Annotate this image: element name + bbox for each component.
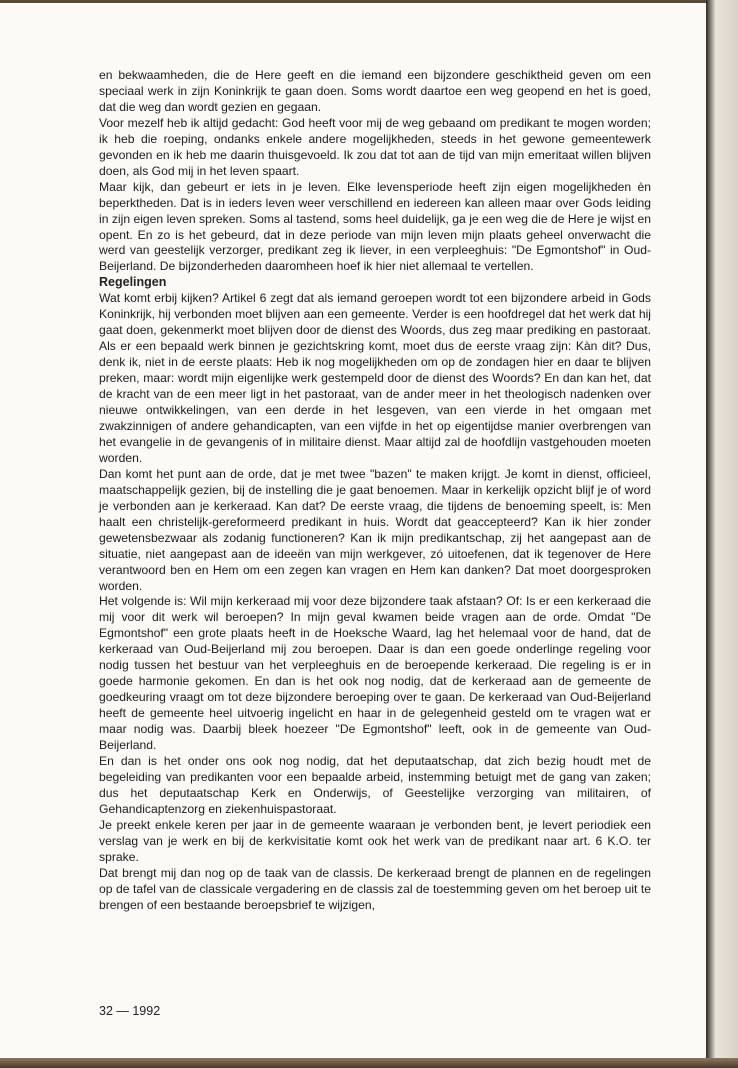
paragraph: Je preekt enkele keren per jaar in de gemeente waaraan je verbonden bent, je levert periodiek een verslag van je werk en bij de kerkvisitatie komt ook het werk van de predikant naar art. 6 K.O. ter sprake. (99, 817, 651, 864)
paragraph: Wat komt erbij kijken? Artikel 6 zegt dat als iemand geroepen wordt tot een bijzondere arbeid in Gods Koninkrijk, hij verbonden moet blijven aan een gemeente. Verder is een hoofdregel dat het werk dat hij gaat doen, gekenmerkt moet blijven door de dienst des Woords, dus zeg maar prediking en pastoraat. Als er een bepaald werk binnen je gezichtskring komt, moet dus de eerste vraag zijn: Kàn dit? Dus, denk ik, niet in de eerste plaats: Heb ik nog mogelijkheden om op de zondagen hier en daar te blijven preken, maar: wordt mijn eigenlijke werk gestempeld door de dienst des Woords? En dan kan het, dat de kracht van de een meer ligt in het pastoraat, van de ander meer in het theologisch nadenken over nieuwe ontwikkelingen, van een derde in het lesgeven, van een vierde in het omgaan met zwakzinnigen of andere gehandicapten, van een vijfde in het op eigentijdse manier overbrengen van het evangelie in de gevangenis of in militaire dienst. Maar altijd zal de hoofdlijn vastgehouden moeten worden. (99, 291, 651, 465)
paragraph: Het volgende is: Wil mijn kerkeraad mij voor deze bijzondere taak afstaan? Of: Is er een kerkeraad die mij voor dit werk wil beroepen? In mijn geval kwamen beide vragen aan de orde. Omdat "De Egmontshof" een grote plaats heeft in de Hoeksche Waard, lag het helemaal voor de hand, dat de kerkeraad van Oud-Beijerland mij zou beroepen. Daar is dan een goede onderlinge regeling voor nodig tussen het bestuur van het verpleeghuis en de beroepende kerkeraad. Die regeling is er in goede harmonie gekomen. En dan is het ook nog nodig, dat de kerkeraad aan de gemeente de goedkeuring vraagt om tot deze bijzondere beroeping over te gaan. De kerkeraad van Oud-Beijerland heeft de gemeente heel uitvoerig ingelicht en haar in de gelegenheid gesteld om te vragen wat er maar nodig was. Daarbij bleek hoezeer "De Egmontshof" leeft, ook in de gemeente van Oud-Beijerland. (99, 594, 651, 753)
paragraph: Dan komt het punt aan de orde, dat je met twee "bazen" te maken krijgt. Je komt in dienst, officieel, maatschappelijk gezien, bij de instelling die je gaat benoemen. Maar in kerkelijk opzicht blijf je of word je verbonden aan je kerkeraad. Kan dat? De eerste vraag, die tijdens de benoeming speelt, is: Men haalt een christelijk-gereformeerd predikant in huis. Wordt dat geaccepteerd? Kan ik hier zonder gewetensbezwaar als zodanig functioneren? Kan ik mijn predikantschap, zij het aangepast aan de situatie, niet aangepast aan de ideeën van mijn werkgever, zó uitoefenen, dat ik tegenover de Here verantwoord ben en Hem om een zegen kan vragen en Hem kan danken? Dat moet doorgesproken worden. (99, 466, 651, 593)
page-bottom-edge (0, 1058, 738, 1068)
page-footer: 32 — 1992 (99, 1004, 161, 1018)
paragraph: Dat brengt mij dan nog op de taak van de classis. De kerkeraad brengt de plannen en de regelingen op de tafel van de classicale vergadering en de classis zal de toestemming geven om het beroep uit te brengen of een bestaande beroepsbrief te wijzigen, (99, 865, 651, 912)
article-body (99, 68, 651, 914)
paragraph: Voor mezelf heb ik altijd gedacht: God heeft voor mij de weg gebaand om predikant te mogen worden; ik heb die roeping, ondanks enkele andere mogelijkheden, steeds in het gewone gemeentewerk gevonden en ik heb me daarin thuisgevoeld. Ik zou dat tot aan de tijd van mijn emeritaat willen blijven doen, als God mij in het leven spaart. (99, 115, 651, 178)
paragraph: en bekwaamheden, die de Here geeft en die iemand een bijzondere geschiktheid geven om een speciaal werk in zijn Koninkrijk te gaan doen. Soms wordt daartoe een weg geopend en het is goed, dat die weg dan wordt gezien en gegaan. (99, 68, 651, 114)
paragraph: Maar kijk, dan gebeurt er iets in je leven. Elke levensperiode heeft zijn eigen mogelijkheden èn beperktheden. Dat is in ieders leven weer verschillend en iedereen kan alleen maar over Gods leiding in zijn eigen leven spreken. Soms al tastend, soms heel duidelijk, ga je een weg die de Here je wijst en opent. En zo is het gebeurd, dat in deze periode van mijn leven mijn plaats geheel onverwacht die werd van geestelijk verzorger, predikant zeg ik liever, in een verpleeghuis: "De Egmontshof" in Oud-Beijerland. De bijzonderheden daaromheen hoef ik hier niet allemaal te vertellen. (99, 179, 651, 274)
paragraph: En dan is het onder ons ook nog nodig, dat het deputaatschap, dat zich bezig houdt met de begeleiding van predikanten voor een bepaalde arbeid, instemming betuigt met de gang van zaken; dus het deputaatschap Kerk en Onderwijs, of Geestelijke verzorging van militairen, of Gehandicaptenzorg en ziekenhuispastoraat. (99, 753, 651, 816)
document-page (0, 3, 706, 1061)
page-edge-shadow (706, 0, 738, 1068)
section-heading: Regelingen (99, 275, 167, 290)
